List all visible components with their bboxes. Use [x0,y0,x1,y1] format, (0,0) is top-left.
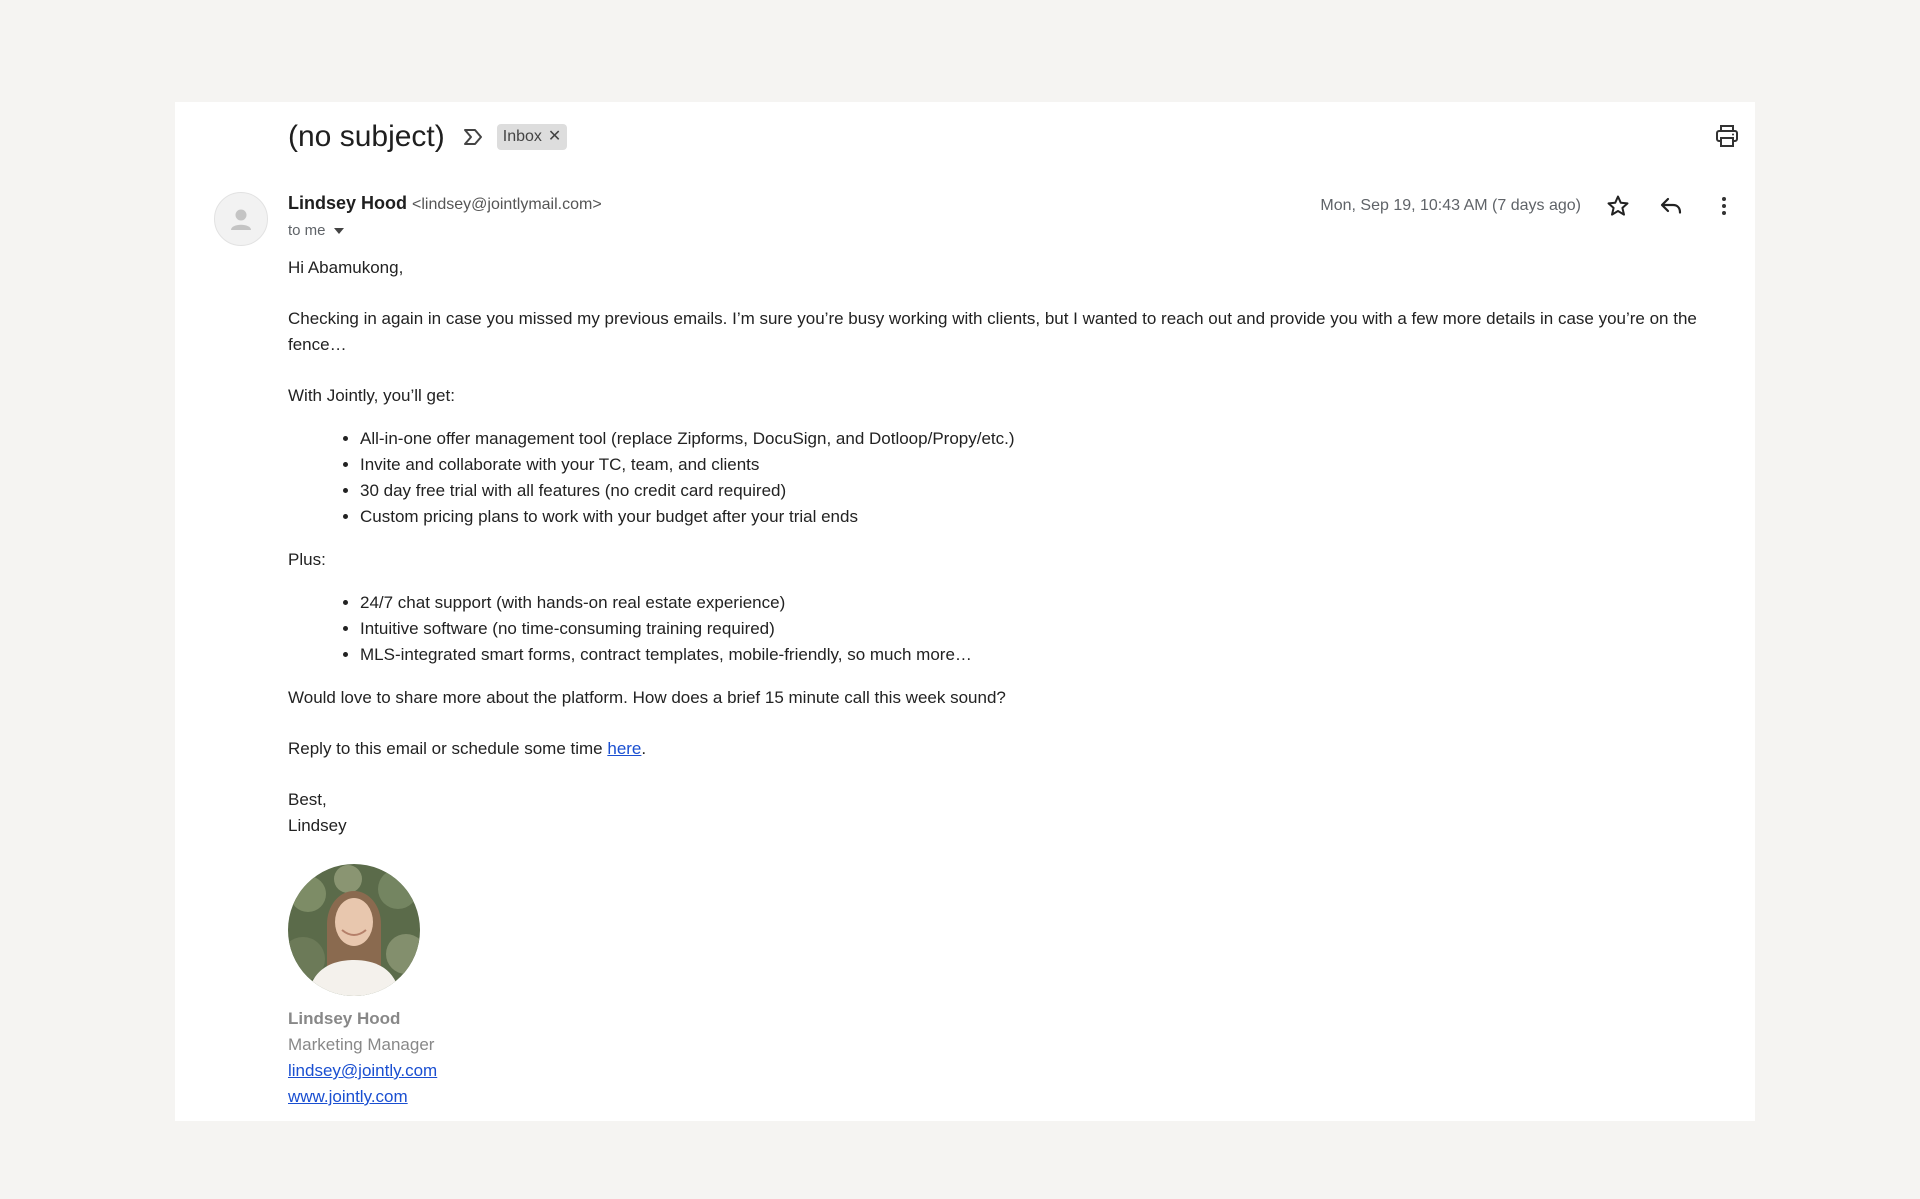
star-outline-icon [1606,194,1630,218]
reply-text: Reply to this email or schedule some time [288,739,608,758]
inbox-chip-label: Inbox [502,128,542,145]
inbox-label-chip [497,124,568,150]
email-view [175,102,1755,1121]
schedule-link[interactable]: here [607,739,642,758]
body-paragraph: Plus: [288,550,326,569]
more-options-button[interactable] [1709,191,1739,221]
list-item: • MLS-integrated smart forms, contract templates, mobile-friendly, so much more… [360,642,1728,668]
sender-info [288,193,602,214]
more-vert-icon [1720,195,1728,217]
person-icon [227,205,255,233]
close-icon[interactable]: ✕ [547,128,562,145]
signature-email-link[interactable]: lindsey@jointly.com [288,1061,438,1080]
list-item: • All-in-one offer management tool (replace Zipforms, DocuSign, and Dotloop/Propy/etc.) [360,426,1728,452]
print-icon [1715,125,1739,147]
signoff [288,787,1728,839]
signature-photo [288,864,420,996]
label-outline-icon[interactable] [461,125,485,149]
sender-email: <lindsey@jointlymail.com> [412,196,602,213]
list-item: • 30 day free trial with all features (no credit card required) [360,478,1728,504]
recipient-details-toggle[interactable] [288,222,344,239]
signature-title: Marketing Manager [288,1035,435,1054]
recipient-label: to me [288,222,326,239]
sender-name: Lindsey Hood [288,193,408,213]
list-item: • Intuitive software (no time-consuming training required) [360,616,1728,642]
signature-name: Lindsey Hood [288,1009,401,1028]
sender-avatar [214,192,268,246]
signoff-name: Lindsey [288,816,347,835]
body-paragraph: With Jointly, you’ll get: [288,386,455,405]
reply-button[interactable] [1656,191,1686,221]
greeting: Hi Abamukong, [288,258,404,277]
print-button[interactable] [1713,122,1741,150]
list-item: • Invite and collaborate with your TC, team, and clients [360,452,1728,478]
body-paragraph: Checking in again in case you missed my previous emails. I’m sure you’re busy working with clients, but I wanted to reach out and provide you with a few more details in case you’re on the fence… [288,309,1697,354]
star-button[interactable] [1603,191,1633,221]
features-list [288,426,1728,530]
body-paragraph: Would love to share more about the platform. How does a brief 15 minute call this week sound? [288,688,1006,707]
subject-row [288,117,567,157]
email-body [288,255,1728,1110]
reply-suffix: . [641,739,647,758]
chevron-down-icon [334,228,344,234]
reply-paragraph [288,736,1728,762]
list-item: • Custom pricing plans to work with your budget after your trial ends [360,504,1728,530]
message-actions [1320,191,1755,221]
message-date: Mon, Sep 19, 10:43 AM (7 days ago) [1320,197,1581,214]
plus-list [288,590,1728,668]
signoff-line: Best, [288,790,327,809]
reply-icon [1659,195,1683,217]
email-subject: (no subject) [288,120,445,153]
list-item: • 24/7 chat support (with hands-on real estate experience) [360,590,1728,616]
signature-website-link[interactable]: www.jointly.com [288,1087,408,1106]
